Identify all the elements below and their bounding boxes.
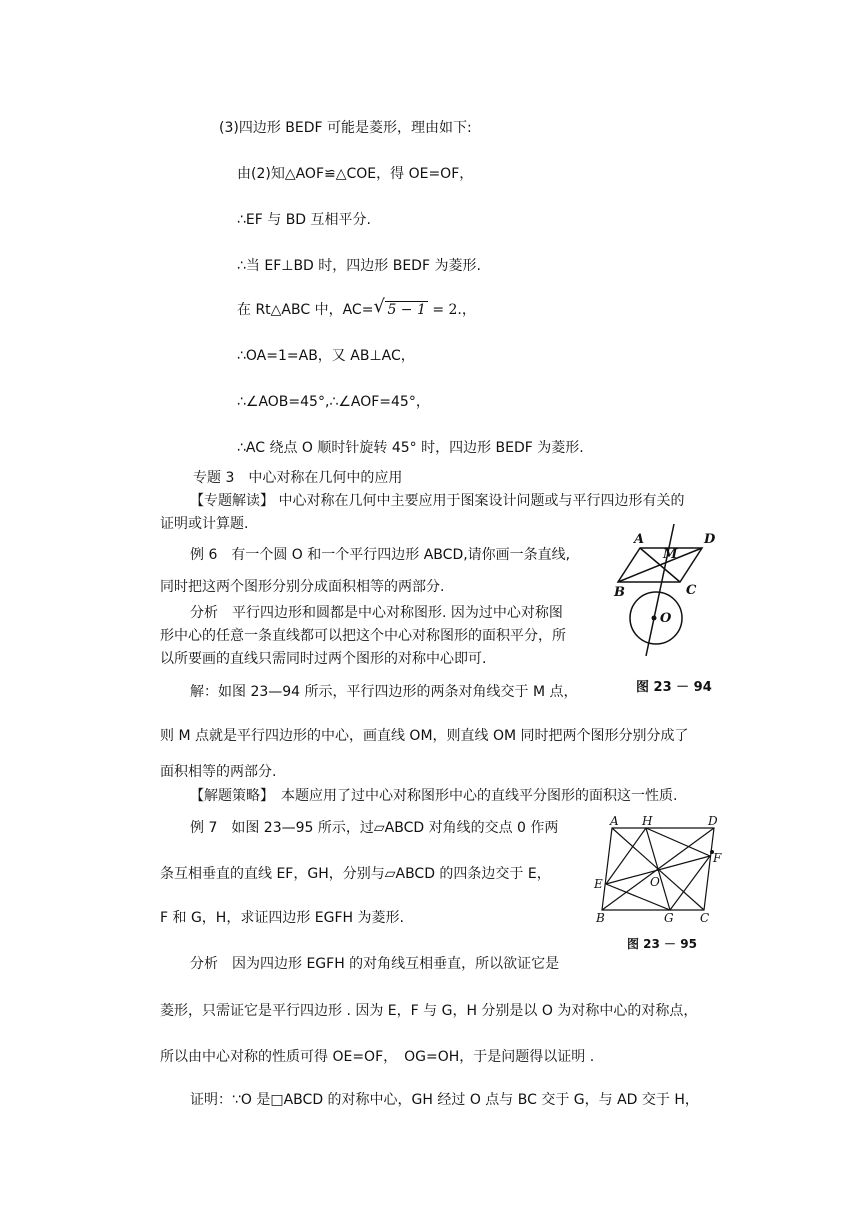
text-line: 【专题解读】 中心对称在几何中主要应用于图案设计问题或与平行四边形有关的 [190,493,685,509]
center-point-o [652,616,657,621]
text-line: 例 7 如图 23—95 所示，过▱ABCD 对角线的交点 0 作两 [190,820,559,836]
text-line: 证明或计算题. [160,516,249,532]
square-root [373,296,427,320]
text-line: 以所要画的直线只需同时过两个图形的对称中心即可. [160,651,487,667]
bisecting-line-om [646,524,674,656]
text-line: 证明：∵O 是□ABCD 的对称中心，GH 经过 O 点与 BC 交于 G，与 AD 交于 H， [190,1092,699,1108]
line-gh [646,828,670,910]
label-c: C [686,583,697,598]
radical-sign-icon: √ [373,296,385,317]
label-c: C [700,911,710,925]
text-line: ∴当 EF⊥BD 时，四边形 BEDF 为菱形. [237,258,481,274]
text-line: 【解题策略】 本题应用了过中心对称图形中心的直线平分图形的面积这一性质. [190,788,678,804]
label-m: M [663,547,678,562]
label-g: G [664,911,674,925]
text-line: 由(2)知△AOF≌△COE，得 OE=OF， [237,166,474,182]
label-o: O [650,875,660,889]
label-a: A [610,814,619,828]
text-line: 面积相等的两部分. [160,764,277,780]
figure-caption: 图 23 － 95 [627,937,697,951]
label-b: B [614,585,625,600]
label-d: D [708,814,718,828]
label-f: F [713,851,722,865]
text-line: ∴EF 与 BD 互相平分. [237,212,371,228]
figure-23-94 [600,522,720,662]
text-line: 同时把这两个图形分别分成面积相等的两部分. [160,579,445,595]
text-line: 解：如图 23—94 所示，平行四边形的两条对角线交于 M 点， [190,684,578,700]
label-h: H [642,814,653,828]
text-segment: = 2.， [427,302,476,318]
text-line: 例 6 有一个圆 O 和一个平行四边形 ABCD,请你画一条直线, [190,547,571,563]
text-line: (3)四边形 BEDF 可能是菱形，理由如下: [219,120,472,136]
figure-23-95 [592,814,732,932]
text-line: 分析 因为四边形 EGFH 的对角线互相垂直，所以欲证它是 [190,956,560,972]
text-line: ∴AC 绕点 O 顺时针旋转 45° 时，四边形 BEDF 为菱形. [237,440,584,456]
label-o: O [660,611,672,626]
diagonal-bd [618,548,702,582]
section-title: 专题 3 中心对称在几何中的应用 [193,470,403,486]
text-segment: 在 Rt△ABC 中，AC= [237,302,374,318]
figure-caption: 图 23 － 94 [636,680,712,695]
label-d: D [704,532,716,547]
text-line: 菱形，只需证它是平行四边形 . 因为 E，F 与 G，H 分别是以 O 为对称中心的对称点， [160,1003,698,1019]
text-line: F 和 G，H，求证四边形 EGFH 为菱形. [160,910,404,926]
text-line: 所以由中心对称的性质可得 OE=OF， OG=OH，于是问题得以证明 . [160,1049,595,1065]
text-line: ∴∠AOB=45°,∴∠AOF=45°， [237,394,430,410]
text-line: 则 M 点就是平行四边形的中心，画直线 OM，则直线 OM 同时把两个图形分别分成了 [160,728,689,744]
label-e: E [594,877,603,891]
text-line: 形中心的任意一条直线都可以把这个中心对称图形的面积平分，所 [160,628,566,644]
radicand: 5 − 1 [387,302,426,318]
text-line [237,296,476,320]
label-b: B [596,911,605,925]
text-line: 条互相垂直的直线 EF，GH，分别与▱ABCD 的四条边交于 E， [160,866,551,882]
label-a: A [634,532,645,547]
text-line: 分析 平行四边形和圆都是中心对称图形. 因为过中心对称图 [190,605,563,621]
text-line: ∴OA=1=AB，又 AB⊥AC， [237,348,415,364]
